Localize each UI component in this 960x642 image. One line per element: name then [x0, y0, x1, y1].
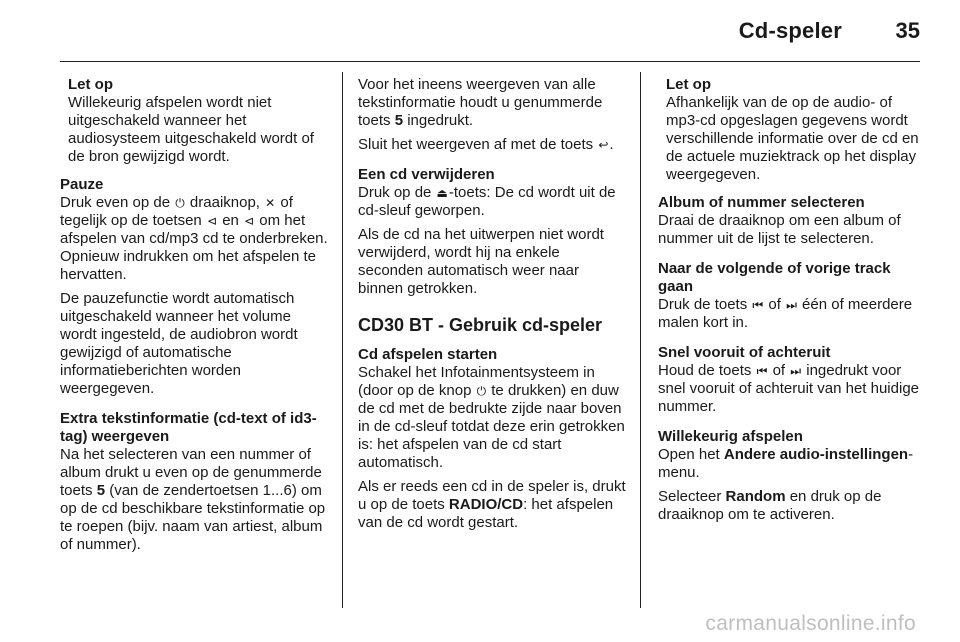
previous-track-icon: ⏮ [752, 298, 764, 312]
paragraph-all-text [358, 76, 626, 130]
text: Druk op de [358, 184, 432, 201]
paragraph-album-select: Draai de draaiknop om een album of nummer uit de lijst te selecteren. [658, 212, 901, 247]
paragraph-pauze [60, 194, 328, 284]
text: en [222, 212, 239, 229]
header-rule [60, 61, 920, 62]
text: Na het selecteren van een nummer of album drukt u even op de genummerde toets [60, 446, 322, 499]
text: te drukken) en duw de cd met de bedrukte zijde naar boven in de cd-sleuf totdat deze erin getrokken is: het afspelen van de cd start automatisch. [358, 382, 625, 471]
section-title: CD30 BT - Gebruik cd-speler [358, 315, 603, 335]
next-track-icon: ⏭ [786, 298, 797, 312]
text: ingedrukt voor snel vooruit of achteruit van het huidige nummer. [658, 362, 919, 415]
heading-extra-text: Extra tekstinformatie (cd-text of id3-tag) weergeven [60, 410, 317, 445]
text: Open het [658, 446, 720, 463]
text: draaiknop, [189, 194, 260, 211]
heading-random: Willekeurig afspelen [658, 428, 803, 445]
paragraph-play-cd [358, 364, 626, 472]
heading-pauze: Pauze [60, 176, 104, 193]
mute-icon: ✕ [265, 196, 276, 210]
text: Houd de toets [658, 362, 752, 379]
note-display-info [658, 76, 926, 184]
text: Als er reeds een cd in de speler is, drukt u op de toets [358, 478, 626, 513]
note-random [60, 76, 328, 166]
page-title: Cd-speler [738, 18, 842, 43]
key-label: 5 [394, 112, 404, 129]
text: Selecteer [658, 488, 722, 505]
heading-album-select: Album of nummer selecteren [658, 194, 865, 211]
volume-icon: ⊲ [206, 214, 218, 228]
menu-option-label: Random [725, 488, 786, 505]
note-body: Willekeurig afspelen wordt niet uitgeschakeld wanneer het audiosysteem uitgeschakeld wordt of de bron gewijzigd wordt. [68, 94, 314, 165]
power-icon: ⏻ [175, 196, 185, 210]
text: ingedrukt. [407, 112, 474, 129]
key-label: 5 [96, 482, 106, 499]
text: Druk even op de [60, 194, 171, 211]
text: Schakel het Infotainmentsysteem in (door op de knop [358, 364, 595, 399]
next-track-icon: ⏭ [790, 364, 802, 378]
text: één of meerdere malen kort in. [658, 296, 913, 331]
heading-remove-cd: Een cd verwijderen [358, 166, 495, 183]
text: : het afspelen van de cd wordt gestart. [358, 496, 614, 531]
paragraph-random [658, 446, 926, 482]
text: Voor het ineens weergeven van alle tekstinformatie houdt u genummerde toets [358, 76, 603, 129]
note-title: Let op [68, 76, 113, 93]
heading-fast-forward: Snel vooruit of achteruit [658, 344, 831, 361]
power-icon: ⏻ [476, 384, 487, 398]
menu-label: Andere audio-instellingen [723, 446, 909, 463]
previous-track-icon: ⏮ [756, 364, 768, 378]
note-body: Afhankelijk van de op de audio- of mp3-cd opgeslagen gegevens wordt verschillende informatie over de cd en de actuele muziektrack op het display weergegeven. [666, 94, 919, 183]
back-icon: ↩ [598, 138, 609, 152]
text: (van de zendertoetsen 1...6) om op de cd beschikbare tekstinformatie op te roepen (bijv. naam van artiest, album of nummer). [60, 482, 326, 553]
paragraph-extra-text [60, 446, 328, 554]
page-header [0, 0, 960, 60]
note-title: Let op [666, 76, 711, 93]
heading-next-track: Naar de volgende of vorige track gaan [658, 260, 891, 295]
paragraph-random-2 [658, 488, 926, 524]
page-number: 35 [895, 18, 920, 43]
text: . [609, 136, 614, 153]
column-3 [658, 76, 926, 530]
paragraph-fast-forward [658, 362, 926, 416]
text: Sluit het weergeven af met de toets [358, 136, 594, 153]
watermark-text: carmanualsonline.info [705, 612, 916, 635]
paragraph-close [358, 136, 626, 154]
heading-play-cd: Cd afspelen starten [358, 346, 498, 363]
text: Druk de toets [658, 296, 748, 313]
column-divider-1 [342, 72, 343, 608]
column-divider-2 [640, 72, 641, 608]
paragraph-remove-cd [358, 184, 626, 220]
text: of tegelijk op de toetsen [60, 194, 293, 229]
text: en druk op de draaiknop om te activeren. [658, 488, 882, 523]
text: -toets: De cd wordt uit de cd-sleuf geworpen. [358, 184, 616, 219]
eject-icon: ⏏ [436, 186, 448, 200]
text: om het afspelen van cd/mp3 cd te onderbreken. Opnieuw indrukken om het afspelen te hervatten. [60, 212, 328, 283]
paragraph-play-cd-2 [358, 478, 626, 532]
text: -menu. [658, 446, 914, 481]
text: of [772, 362, 786, 379]
volume-icon: ⊲ [244, 214, 255, 228]
column-1 [60, 76, 328, 560]
paragraph-remove-cd-2: Als de cd na het uitwerpen niet wordt verwijderd, wordt hij na enkele seconden automatisch weer naar binnen getrokken. [358, 226, 604, 297]
paragraph-pauze-2: De pauzefunctie wordt automatisch uitgeschakeld wanneer het volume wordt ingesteld, de audiobron wordt gewijzigd of automatische informatieberichten worden weergegeven. [60, 290, 298, 397]
column-2 [358, 76, 626, 538]
text: of [768, 296, 781, 313]
key-label: RADIO/CD [448, 496, 524, 513]
paragraph-next-track [658, 296, 926, 332]
